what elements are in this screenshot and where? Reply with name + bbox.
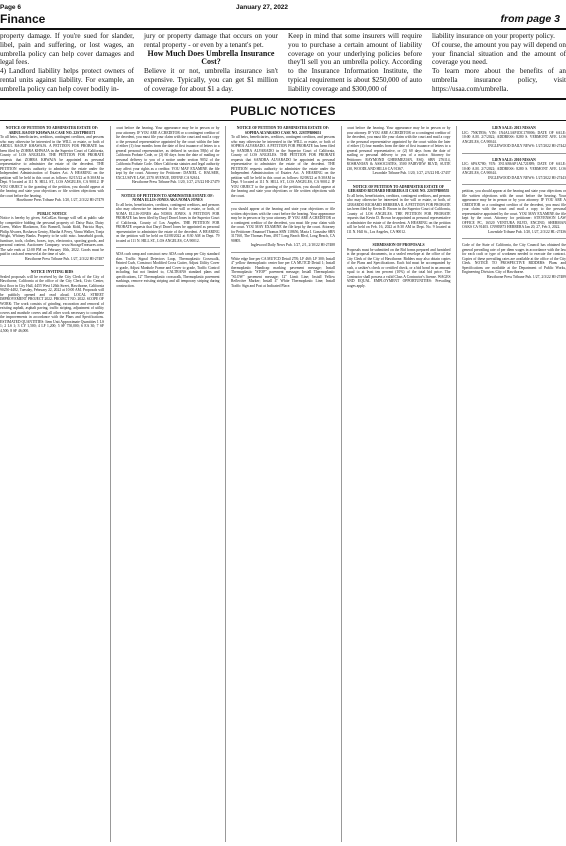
notice-body: Proposals must be submitted on the Bid forms prepared and furnished in the proposal documents, in a sealed envelope at the office of the City Clerk of the City of Hawthorne. Bidders may also obtain copies of the Plans and Specifications. Each bid must be accompanied by cash, a cashier's check or certified check, or a bid bond in an amount equal to at least ten percent (10%) of the total bid price. The Contractor shall possess a valid Class A Contractor's license. WAGES AND EQUAL EMPLOYMENT OPPORTUNITIES: Prevailing wages apply. (346, 247, 451, 288)
notice-heading: LIEN SALE: 2010 NISSAN (492, 157, 536, 162)
notice-body: LIC: 6PAX780; VIN: 3N1AB6AP1AL721889; DATE OF SALE: 10:00 A.M. 2/7/2022; ADDRESS: 8280 S. VERMONT AVE. LOS ANGELES, CA 90044. (462, 162, 566, 175)
notice-divider (347, 238, 451, 239)
notice-body: White edge line per CA MUTCD Detail 27B; LF 460; LF 300; Install 4" yellow thermoplastic center line per CA MUTCD Detail 1; Install thermoplastic Handicap marking pavement message; Install Thermoplastic "STOP" pavement message; Install Thermoplastic "SLOW" pavement message; 12" Limit Line; Install Yellow Reflective Marker; Install 4" White Thermoplastic Line; Install Traffic Sign and Post at Indicated Place. (231, 256, 335, 288)
legal-notice (0, 126, 104, 203)
section-name: Finance (0, 12, 46, 26)
publication-line: INGLEWOOD DAILY NEWS: 1/27/2022 HI-27443 (488, 175, 566, 180)
column-divider (225, 126, 226, 842)
notice-heading: NOTICE OF PETITION TO ADMINISTER ESTATE OF: NOMA ELLIS-JONES AKA NOMA JONES (121, 193, 214, 202)
publication-line: INGLEWOOD DAILY NEWS: 1/27/2022 HI-27442 (488, 144, 566, 148)
notice-column-1 (0, 126, 104, 842)
notice-heading: NOTICE OF PETITION TO ADMINISTER ESTATE OF GERARDO RICHARD HERRERA II CASE NO. 22STPB00555 (347, 184, 450, 193)
column-divider (456, 126, 457, 842)
notice-body: To all heirs, beneficiaries, creditors, contingent creditors, and persons who may otherwise be interested in the will or estate, or both, of GERARDO RICHARD HERRERA II. A PETITION FOR PROBATE has been filed by Kevin D. Brown in the Superior Court of California, County of LOS ANGELES. THE PETITION FOR PROBATE requests that Kevin D. Brown be appointed as personal representative to administer the estate of the decedent. A HEARING on the petition will be held on Feb. 16, 2022 at 8:30 AM in Dept. No. 9 located at 111 N. Hill St., Los Angeles, CA 90012. (346, 193, 451, 234)
legal-notice (231, 207, 335, 248)
legal-notice (462, 126, 566, 149)
legal-notice (231, 126, 335, 198)
notice-divider (0, 265, 104, 266)
article-col-2 (144, 32, 278, 94)
article-text-1: property damage. If you're sued for slander, libel, pain and suffering, or lost wages, an umbrella policy can help cover damages and legal fees. 4) Landlord liability helps protect owners of rental units against liability. For example, an umbrella policy can help cover bodily in- (0, 32, 134, 93)
legal-notice (116, 126, 220, 185)
article-text-2: jury or property damage that occurs on your rental property - or even by a tenant's pet. (144, 32, 278, 49)
notice-column-2 (116, 126, 220, 842)
notice-divider (347, 180, 451, 181)
notice-heading: NOTICE INVITING BIDS (30, 270, 74, 274)
notice-divider (231, 252, 335, 253)
notice-body: To all heirs, beneficiaries, creditors, contingent creditors, and persons who may otherwise be interested in the will or estate, or both, of NOMA ELLIS-JONES aka NOMA JONES. A PETITION FOR PROBATE has been filed by Daryl Donel Jones in the Superior Court of California, County of Los Angeles. THE PETITION FOR PROBATE requests that Daryl Donel Jones be appointed as personal representative to administer the estate of the decedent. A HEARING on the petition will be held on 02/08/2022 at 8:30 AM in Dept. 79 located at 111 N. HILL ST., LOS ANGELES, CA 90012. (115, 202, 220, 243)
notice-body: Sealed proposals will be received by the City Clerk of the City of Hawthorne, California at the office of the City Clerk, Civic Center, first floor in City Hall, 4455 West 126th Street, Hawthorne, California 90250-4482, Tuesday, February 22, 2022 at 10:00 AM. Proposals will be publicly opened and read aloud. LOCAL STREET IMPROVEMENT PROJECT 2022. PROJECT NO. 2022. SCOPE OF WORK: The work consists of grinding, excavation and removal of existing asphalt, asphalt paving, traffic striping, adjustment of utility covers and manhole covers and all other work necessary to complete the improvements in accordance with the Plans and Specifications. ESTIMATED QUANTITIES: Item Unit Approximate Quantities 1 LS 1; 2 LS 1; 3 CY 1,500; 4 LF 1,200; 5 SF 750,000; 6 EA 30; 7 SF 4,500; 8 SF 46,000. (0, 274, 104, 333)
article-continuation (0, 32, 566, 92)
notice-divider (116, 189, 220, 190)
publication-line: Hawthorne Press Tribune Pub. 1/27, 2/3/22 HI-27489 (486, 274, 566, 279)
notice-body: court before the hearing. Your appearance may be in person or by your attorney. IF YOU ARE A CREDITOR or a contingent creditor of the decedent, you must file your claim with the court and mail a copy to the personal representative appointed by the court within the later of either (1) four months from the date of first issuance of letters to a general personal representative, or (2) 60 days from the date of mailing or personal delivery to you of a notice. Attorney for Petitioner: RAYMOND GHERMEZIAN, ESQ. SBN 276114, ROSHANIAN & ASSOCIATES, 3500 FAIRVIEW BLVD, SUITE 230, WOODLAND HILLS CA 91367. (346, 126, 451, 171)
notice-column-4 (347, 126, 451, 842)
legal-notice (116, 252, 220, 288)
notice-body: you should appear at the hearing and state your objections or file written objections with the court before the hearing. Your appearance may be in person or by your attorney. IF YOU ARE A CREDITOR or a contingent creditor of the decedent, you must file your claim with the court. YOU MAY EXAMINE the file kept by the court. Attorney for Petitioner: Emanuel Thomas SBN 118656, Maria I. Gonzalez SBN 317160, The Thomas Firm, 4917 Long Beach Blvd, Long Beach, CA 90805. (231, 207, 335, 243)
issue-date: January 27, 2022 (236, 4, 289, 11)
legal-notice (347, 185, 451, 235)
notice-body: Notice is hereby by given, SoCalGas Storage will sell at public sale by competitive bidding the personal property of: Daisy Ruiz, Daisy Green, Walter Blackmon, Eric Bonnell, Isaiah Kidd, Patricia Hays, Philip Alvarez, Roshawn Gentry, Martha A Perry, Vinna Walker, Tonja Wright, Whitney Banks. Property to be sold: misc. household goods, furniture, tools, clothes, boxes, toys, electronics, sporting goods, and personal content. Auctioneer Company: www.StorageTreasures.com. The sale ends at 12:00 PM on February 10th, 2022. Goods must be paid in cash and removed at the time of sale. (0, 216, 104, 256)
publication-line: Inglewood Daily News Pub. 1/27, 2/1, 2/10/22 HI-27488 (250, 243, 335, 247)
legal-notice (0, 270, 104, 333)
notice-divider (462, 238, 566, 239)
legal-notice (347, 243, 451, 288)
legal-notice (462, 189, 566, 234)
article-text-4: liability insurance on your property policy. Of course, the amount you pay will depend on your financial situation and the amount of coverage you need. To learn more about the benefits of an umbrella insurance policy, visit https://usaa.com/umbrella. (432, 32, 566, 93)
notice-divider (116, 247, 220, 248)
legal-notice (231, 257, 335, 289)
continued-from: from page 3 (500, 13, 560, 25)
notice-heading: NOTICE OF PETITION TO ADMINISTER ESTATE OF: ABDUL RAOUF KHAWAJA CASE NO. 22STPB01171 (5, 126, 99, 135)
notice-heading: NOTICE OF PETITION TO ADMINISTER ESTATE OF: SOPHIA ALVARADO CASE NO. 22STPB00651 (236, 126, 330, 135)
notice-divider (231, 202, 335, 203)
publication-line: Hawthorne Press Tribune Pub. 1/20, 1/27, 2/3/22 HI-27479 (16, 198, 104, 202)
page-number: Page 6 (0, 4, 21, 11)
article-col-3 (288, 32, 422, 94)
section-header (0, 12, 566, 30)
notice-heading: SUBMISSION OF PROPOSALS (372, 243, 425, 247)
publication-line: Hawthorne Press Tribune Pub. 1/27, 2/3/22 HI-27487 (24, 256, 104, 261)
legal-notice (116, 194, 220, 244)
notice-body: To all heirs, beneficiaries, creditors, contingent creditors, and persons who may otherwise be interested in the WILL or estate, or both of SOPHIA ALVARADO. A PETITION FOR PROBATE has been filed by SANDRA ALVARADO in the Superior Court of California, County of LOS ANGELES. THE PETITION FOR PROBATE requests that SANDRA ALVARADO be appointed as personal representative to administer the estate of the decedent. THE PETITION requests authority to administer the estate under the Independent Administration of Estates Act. A HEARING on the petition will be held in this court as follows: 02/08/22 at 8:30AM in Dept. 9 located at 111 N. HILL ST., LOS ANGELES, CA 90012. IF YOU OBJECT to the granting of the petition, you should appear at the hearing and state your objections or file written objections with the court. (231, 135, 335, 198)
public-notices-title: PUBLIC NOTICES (230, 104, 336, 118)
rule-top (0, 98, 566, 100)
publication-line: Lawndale Tribune Pub. 1/20, 1/27, 2/3/22 HL-27436 (488, 229, 566, 234)
publication-line: Lawndale Tribune Pub. 1/20, 1/27, 2/3/22 HL-27437 (372, 171, 451, 175)
notice-body: To all heirs, beneficiaries, creditors, contingent creditors, and persons who may otherwise be interested in the WILL or estate, or both of ABDUL RAOUF KHAWAJA. A PETITION FOR PROBATE has been filed by ZOHRA KHWAJA in the Superior Court of California, County of LOS ANGELES. THE PETITION FOR PROBATE requests that ZOHRA KHWAJA be appointed as personal representative to administer the estate of the decedent. THE PETITION requests authority to administer the estate under the Independent Administration of Estates Act. A HEARING on the petition will be held in this court as follows: 02/15/22 at 8:30AM in Dept. 9 located at 111 N. HILL ST., LOS ANGELES, CA 90012. IF YOU OBJECT to the granting of the petition, you should appear at the hearing and state your objections or file written objections with the court before the hearing. (0, 135, 104, 198)
notice-divider (0, 207, 104, 208)
notice-body: LIC: 7NKT856; VIN: 1N4AL3AP1DC178006; DATE OF SALE: 10:00 A.M. 2/7/2022; ADDRESS: 8280 S. VERMONT AVE. LOS ANGELES, CA 90044. (462, 130, 566, 144)
legal-notice (347, 126, 451, 176)
notice-divider (462, 184, 566, 185)
article-subhead: How Much Does Umbrella Insurance Cost? (147, 48, 275, 67)
column-divider (341, 126, 342, 842)
notice-heading: PUBLIC NOTICE (37, 211, 67, 216)
notice-heading: LIEN SALE: 2013 NISSAN (492, 126, 536, 130)
article-text-2b: Believe it or not, umbrella insurance isn't expensive. Typically, you can get $1 million of coverage for about $1 a day. (144, 67, 278, 93)
notice-body: petition, you should appear at the hearing and state your objections or file written objections with the court before the hearing. Your appearance may be in person or by your attorney. IF YOU ARE A CREDITOR or a contingent creditor of the decedent, you must file your claim with the court and mail a copy to the personal representative appointed by the court. YOU MAY EXAMINE the file kept by the court. Attorney for petitioner: STEVENSON LAW OFFICE PC, 16520 VENTURA BLVD, ENCINO, SHERMAN OAKS CA 91403. CN983873 HERRERA Jan 20, 27, Feb 3, 2022. (462, 189, 566, 229)
column-divider (110, 126, 111, 842)
notice-column-3 (231, 126, 335, 842)
legal-notice (462, 243, 566, 279)
notice-body: ADA curb ramp and construct new ADA curb ramp per City standard plan. Traffic Signal Detectors Loop, Thermoplastic Crosswalk, Painted Curb, Construct Modified Cross Gutter, Adjust Utility Cover to grade, Adjust Manhole Frame and Cover to grade, Traffic Control including, but not limited to, CALTRANS standard plans and specifications, 12" Thermoplastic crosswalk, Thermoplastic pavement markings, remove existing striping and all temporary striping during construction. (115, 252, 220, 288)
publication-line: Hawthorne Press Tribune Pub. 1/20, 1/27, 2/3/22 HI-27479 (132, 180, 220, 184)
notice-body: Code of the State of California, the City Council has obtained the general prevailing rate of per diem wages in accordance with the law for each craft or type of workmen needed to execute the contract. Copies of these prevailing rates are available at the office of the City Clerk. NOTICE TO PROSPECTIVE BIDDERS: Plans and Specifications are available at the Department of Public Works, Engineering Division. City of Hawthorne. (462, 243, 566, 274)
article-col-1 (0, 32, 134, 94)
notice-divider (462, 153, 566, 154)
legal-notice (462, 158, 566, 181)
article-text-3: Keep in mind that some insurers will require you to purchase a certain amount of liability coverage on your underlying policies before they'll sell you an umbrella policy. According to the Insurance Information Institute, the typical requirement is about $250,000 of auto liability coverage and $300,000 of (288, 32, 422, 93)
rule-bottom (0, 120, 566, 121)
article-col-4 (432, 32, 566, 94)
notice-body: court before the hearing. Your appearance may be in person or by your attorney. IF YOU ARE A CREDITOR or a contingent creditor of the decedent, you must file your claim with the court and mail a copy to the personal representative appointed by the court within the later of either (1) four months from the date of first issuance of letters to a general personal representative, as defined in section 58(b) of the California Probate Code, or (2) 60 days from the date of mailing or personal delivery to you of a notice under section 9052 of the California Probate Code. Other California statutes and legal authority may affect your rights as a creditor. YOU MAY EXAMINE the file kept by the court. Attorney for Petitioner: DANIEL C. HAUSER, EXCLUSIVE LAW, 2570 AVENUE, IRVINE CA 92614. (115, 126, 220, 180)
notice-column-5 (462, 126, 566, 842)
legal-notice (0, 212, 104, 262)
